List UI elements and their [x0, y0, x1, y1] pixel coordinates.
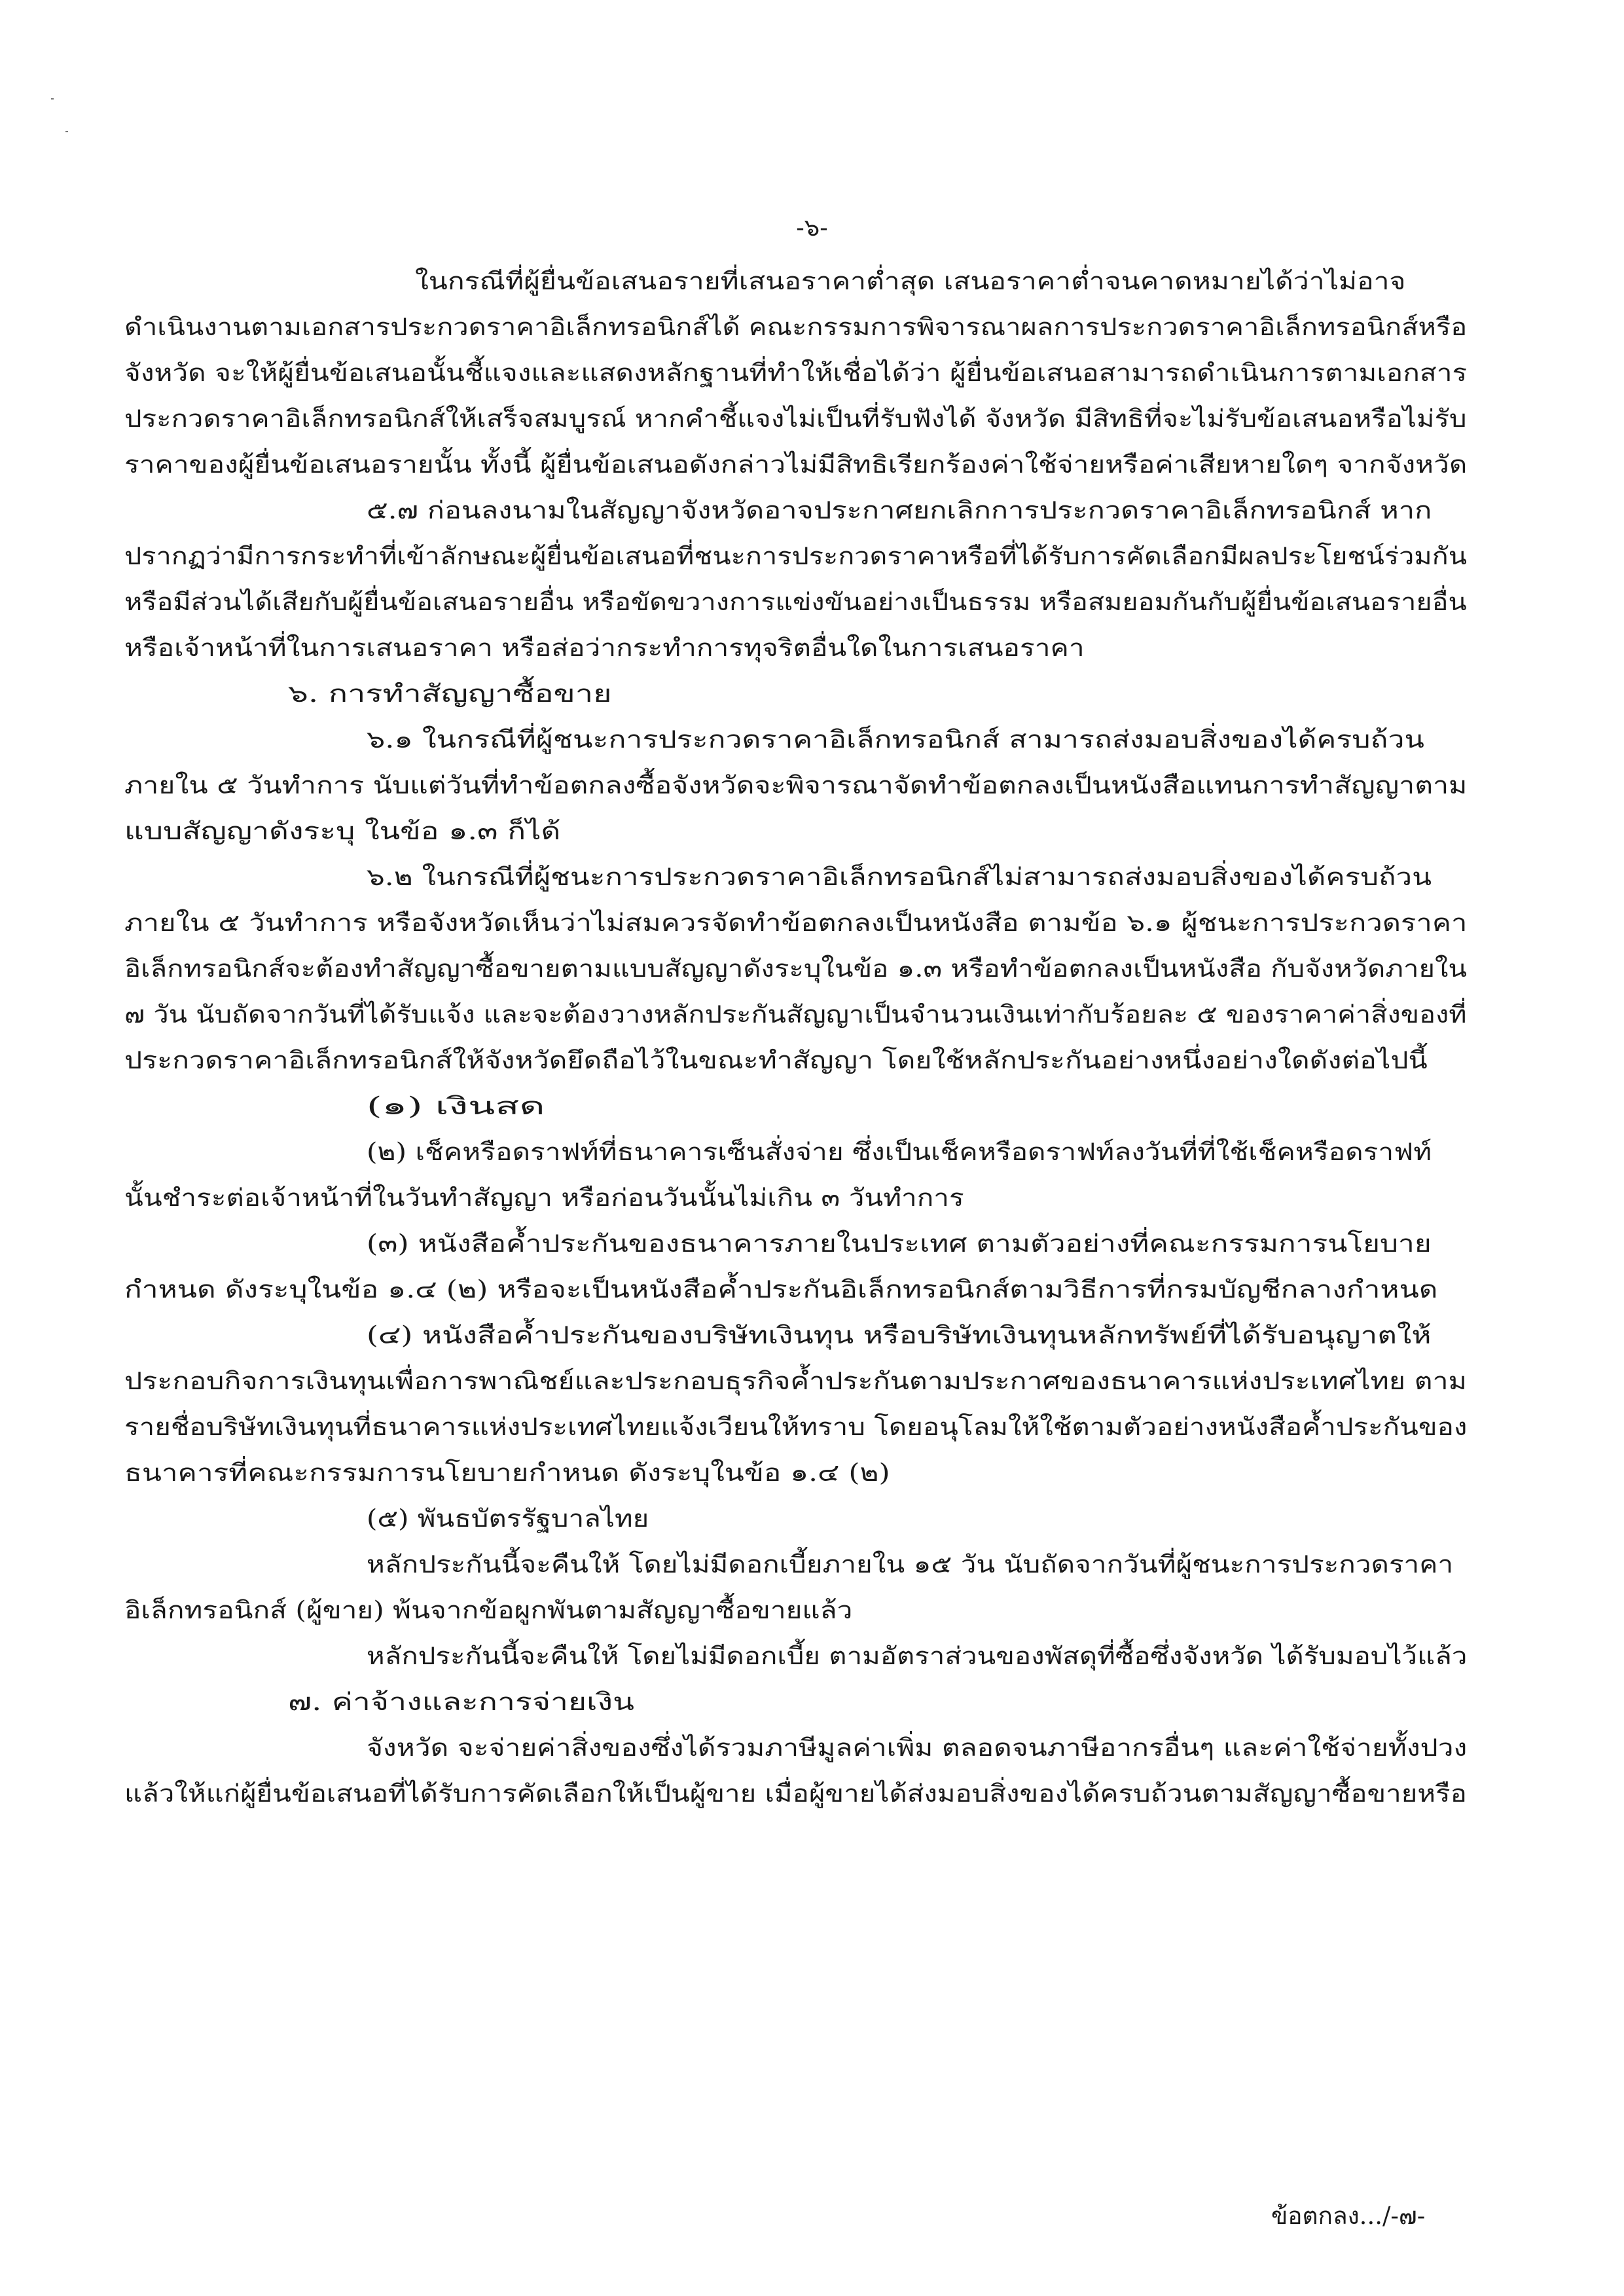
text-line: (๔) หนังสือค้ำประกันของบริษัทเงินทุน หรือบริษัทเงินทุนหลักทรัพย์ที่ได้รับอนุญาตให้	[367, 1321, 1432, 1349]
page-number: -๖-	[796, 213, 828, 242]
text-line: จังหวัด จะจ่ายค่าสิ่งของซึ่งได้รวมภาษีมูลค่าเพิ่ม ตลอดจนภาษีอากรอื่นๆ และค่าใช้จ่ายทั้งปวง	[367, 1734, 1468, 1762]
text-line: ภายใน ๕ วันทำการ หรือจังหวัดเห็นว่าไม่สมควรจัดทำข้อตกลงเป็นหนังสือ ตามข้อ ๖.๑ ผู้ชนะการประกวดราคา	[124, 909, 1468, 937]
text-line: นั้นชำระต่อเจ้าหน้าที่ในวันทำสัญญา หรือก่อนวันนั้นไม่เกิน ๓ วันทำการ	[124, 1184, 964, 1212]
text-line: (๕) พันธบัตรรัฐบาลไทย	[367, 1504, 649, 1533]
text-line: อิเล็กทรอนิกส์ (ผู้ขาย) พ้นจากข้อผูกพันตามสัญญาซื้อขายแล้ว	[124, 1596, 853, 1624]
text-line: หลักประกันนี้จะคืนให้ โดยไม่มีดอกเบี้ย ตามอัตราส่วนของพัสดุที่ซื้อซึ่งจังหวัด ได้รับมอบไว้แล้ว	[367, 1642, 1468, 1670]
text-line: ประกวดราคาอิเล็กทรอนิกส์ให้เสร็จสมบูรณ์ หากคำชี้แจงไม่เป็นที่รับฟังได้ จังหวัด มีสิทธิที่จะไม่รับข้อเสนอหรือไม่รับ	[124, 405, 1467, 433]
text-line: หรือเจ้าหน้าที่ในการเสนอราคา หรือส่อว่ากระทำการทุจริตอื่นใดในการเสนอราคา	[124, 634, 1085, 662]
text-line: ภายใน ๕ วันทำการ นับแต่วันที่ทำข้อตกลงซื้อจังหวัดจะพิจารณาจัดทำข้อตกลงเป็นหนังสือแทนการทำสัญญาตาม	[124, 771, 1468, 799]
text-line: อิเล็กทรอนิกส์จะต้องทำสัญญาซื้อขายตามแบบสัญญาดังระบุในข้อ ๑.๓ หรือทำข้อตกลงเป็นหนังสือ กับจังหวัดภายใน	[124, 955, 1468, 983]
text-line: ๖.๒ ในกรณีที่ผู้ชนะการประกวดราคาอิเล็กทรอนิกส์ไม่สามารถส่งมอบสิ่งของได้ครบถ้วน	[367, 863, 1432, 891]
text-line: ๗ วัน นับถัดจากวันที่ได้รับแจ้ง และจะต้องวางหลักประกันสัญญาเป็นจำนวนเงินเท่ากับร้อยละ ๕ ของราคาค่าสิ่งของที่	[124, 1000, 1467, 1029]
text-line: (๑) เงินสด	[367, 1092, 545, 1120]
text-line: แล้วให้แก่ผู้ยื่นข้อเสนอที่ได้รับการคัดเลือกให้เป็นผู้ขาย เมื่อผู้ขายได้ส่งมอบสิ่งของได้ครบถ้วนตามสัญญาซื้อขายหรือ	[124, 1779, 1467, 1808]
text-line: กำหนด ดังระบุในข้อ ๑.๔ (๒) หรือจะเป็นหนังสือค้ำประกันอิเล็กทรอนิกส์ตามวิธีการที่กรมบัญชีกลางกำหนด	[124, 1275, 1438, 1303]
text-line: ประกวดราคาอิเล็กทรอนิกส์ให้จังหวัดยึดถือไว้ในขณะทำสัญญา โดยใช้หลักประกันอย่างหนึ่งอย่างใดดังต่อไปนี้	[124, 1046, 1428, 1074]
text-line: จังหวัด จะให้ผู้ยื่นข้อเสนอนั้นชี้แจงและแสดงหลักฐานที่ทำให้เชื่อได้ว่า ผู้ยื่นข้อเสนอสามารถดำเนินการตามเอกสาร	[124, 359, 1468, 387]
text-line: หรือมีส่วนได้เสียกับผู้ยื่นข้อเสนอรายอื่น หรือขัดขวางการแข่งขันอย่างเป็นธรรม หรือสมยอมกันกับผู้ยื่นข้อเสนอรายอื่น	[124, 588, 1467, 616]
text-line: (๓) หนังสือค้ำประกันของธนาคารภายในประเทศ ตามตัวอย่างที่คณะกรรมการนโยบาย	[367, 1230, 1432, 1258]
text-line: ดำเนินงานตามเอกสารประกวดราคาอิเล็กทรอนิกส์ได้ คณะกรรมการพิจารณาผลการประกวดราคาอิเล็กทรอนิกส์หรือ	[124, 313, 1468, 341]
text-line: ๖. การทำสัญญาซื้อขาย	[288, 680, 612, 708]
text-line: ๗. ค่าจ้างและการจ่ายเงิน	[288, 1688, 634, 1716]
text-line: ประกอบกิจการเงินทุนเพื่อการพาณิชย์และประกอบธุรกิจค้ำประกันตามประกาศของธนาคารแห่งประเทศไทย ตาม	[124, 1367, 1467, 1395]
text-line: หลักประกันนี้จะคืนให้ โดยไม่มีดอกเบี้ยภายใน ๑๕ วัน นับถัดจากวันที่ผู้ชนะการประกวดราคา	[367, 1550, 1454, 1578]
text-line: รายชื่อบริษัทเงินทุนที่ธนาคารแห่งประเทศไทยแจ้งเวียนให้ทราบ โดยอนุโลมให้ใช้ตามตัวอย่างหนังสือค้ำประกันของ	[124, 1413, 1468, 1441]
text-line: ๖.๑ ในกรณีที่ผู้ชนะการประกวดราคาอิเล็กทรอนิกส์ สามารถส่งมอบสิ่งของได้ครบถ้วน	[367, 725, 1424, 754]
text-line: ในกรณีที่ผู้ยื่นข้อเสนอรายที่เสนอราคาต่ำสุด เสนอราคาต่ำจนคาดหมายได้ว่าไม่อาจ	[415, 267, 1406, 295]
text-line: แบบสัญญาดังระบุ ในข้อ ๑.๓ ก็ได้	[124, 817, 561, 845]
text-line: ราคาของผู้ยื่นข้อเสนอรายนั้น ทั้งนี้ ผู้ยื่นข้อเสนอดังกล่าวไม่มีสิทธิเรียกร้องค่าใช้จ่ายหรือค่าเสียหายใดๆ จากจังหวัด	[124, 450, 1468, 479]
text-line: ๕.๗ ก่อนลงนามในสัญญาจังหวัดอาจประกาศยกเลิกการประกวดราคาอิเล็กทรอนิกส์ หาก	[367, 496, 1432, 524]
text-line: (๒) เช็คหรือดราฟท์ที่ธนาคารเซ็นสั่งจ่าย ซึ่งเป็นเช็คหรือดราฟท์ลงวันที่ที่ใช้เช็คหรือดราฟท์	[367, 1138, 1432, 1166]
scan-specks	[46, 92, 85, 144]
continuation-footer: ข้อตกลง.../-๗-	[1271, 2202, 1426, 2230]
text-line: ธนาคารที่คณะกรรมการนโยบายกำหนด ดังระบุในข้อ ๑.๔ (๒)	[124, 1459, 890, 1487]
text-line: ปรากฏว่ามีการกระทำที่เข้าลักษณะผู้ยื่นข้อเสนอที่ชนะการประกวดราคาหรือที่ได้รับการคัดเลือกมีผลประโยชน์ร่วมกัน	[124, 542, 1468, 570]
